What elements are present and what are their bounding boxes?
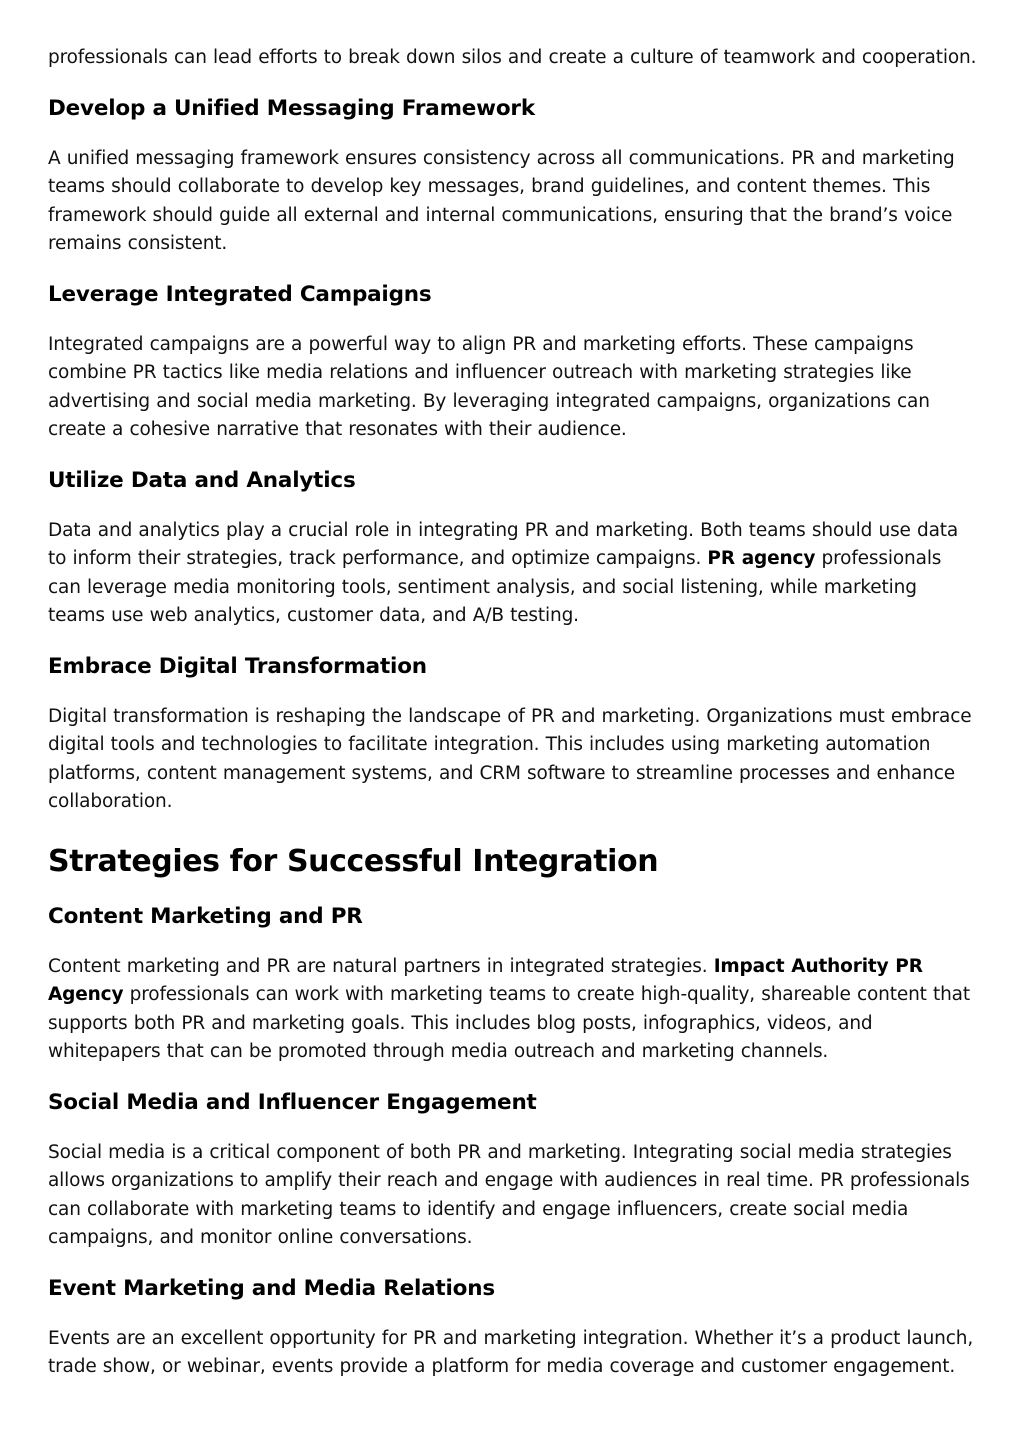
- heading-social-media: Social Media and Influencer Engagement: [48, 1089, 537, 1115]
- paragraph-content-marketing: [48, 953, 978, 1067]
- article-content: [48, 44, 978, 1382]
- heading-content-marketing: Content Marketing and PR: [48, 903, 363, 929]
- paragraph-integrated-campaigns: Integrated campaigns are a powerful way to align PR and marketing efforts. These campaigns combine PR tactics like media relations and influencer outreach with marketing strategies like advertising and social media marketing. By leveraging integrated campaigns, organizations can create a cohesive narrative that resonates with their audience.: [48, 333, 930, 440]
- impact-authority-bold-text: Impact Authority PR Agency: [48, 955, 923, 1005]
- heading-digital-transformation: Embrace Digital Transformation: [48, 653, 427, 679]
- paragraph-data-analytics-text-1: Data and analytics play a crucial role in integrating PR and marketing. Both teams should use data to inform their strategies, track performance, and optimize campaigns.: [48, 519, 959, 569]
- paragraph-data-analytics-text-2: professionals can leverage media monitoring tools, sentiment analysis, and social listening, while marketing teams use web analytics, customer data, and A/B testing.: [48, 548, 942, 626]
- paragraph-digital-transformation: Digital transformation is reshaping the landscape of PR and marketing. Organizations must embrace digital tools and technologies to facilitate integration. This includes using marketing automation platforms, content management systems, and CRM software to streamline processes and enhance collaboration.: [48, 705, 972, 812]
- heading-event-marketing: Event Marketing and Media Relations: [48, 1275, 495, 1301]
- heading-integrated-campaigns: Leverage Integrated Campaigns: [48, 281, 432, 307]
- paragraph-content-marketing-text-1: Content marketing and PR are natural partners in integrated strategies.: [48, 955, 714, 977]
- paragraph-event-marketing: Events are an excellent opportunity for PR and marketing integration. Whether it’s a product launch, trade show, or webinar, events provide a platform for media coverage and customer engagement.: [48, 1327, 974, 1377]
- paragraph-unified-messaging: A unified messaging framework ensures consistency across all communications. PR and marketing teams should collaborate to develop key messages, brand guidelines, and content themes. This framework should guide all external and internal communications, ensuring that the brand’s voice remains consistent.: [48, 147, 955, 254]
- paragraph-data-analytics: [48, 517, 978, 631]
- pr-agency-bold-text: PR agency: [707, 548, 816, 569]
- intro-paragraph-tail: professionals can lead efforts to break down silos and create a culture of teamwork and cooperation.: [48, 47, 977, 68]
- section-heading-strategies: Strategies for Successful Integration: [48, 843, 659, 879]
- heading-unified-messaging: Develop a Unified Messaging Framework: [48, 95, 535, 121]
- heading-data-analytics: Utilize Data and Analytics: [48, 467, 356, 493]
- paragraph-social-media: Social media is a critical component of both PR and marketing. Integrating social media strategies allows organizations to amplify their reach and engage with audiences in real time. PR professionals can collaborate with marketing teams to identify and engage influencers, create social media campaigns, and monitor online conversations.: [48, 1141, 970, 1248]
- paragraph-content-marketing-text-2: professionals can work with marketing teams to create high-quality, shareable content that supports both PR and marketing goals. This includes blog posts, infographics, videos, and whitepapers that can be promoted through media outreach and marketing channels.: [48, 984, 970, 1062]
